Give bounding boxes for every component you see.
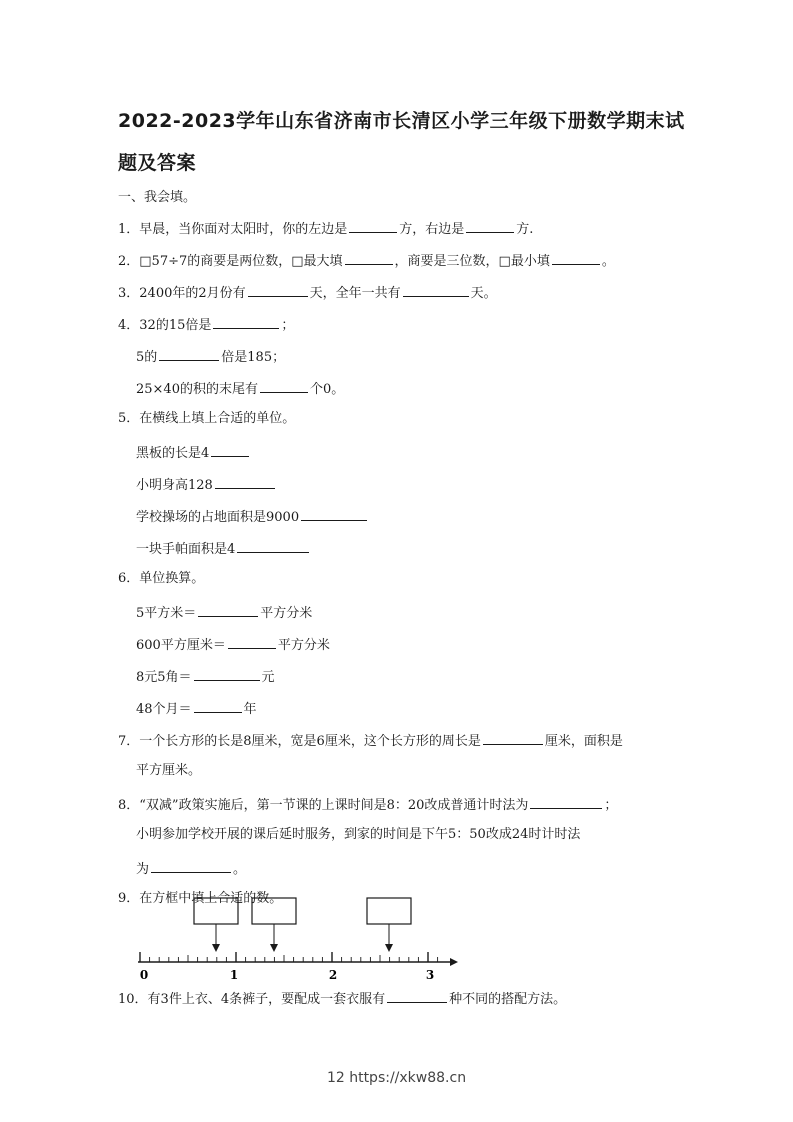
answer-blank[interactable] [349,218,397,233]
question-4-part-3: 25×40的积的末尾有 个0。 [136,378,344,399]
answer-blank[interactable] [345,250,393,265]
answer-blank[interactable] [248,282,308,297]
question-3: 3．2400年的2月份有 天，全年一共有 天。 [118,282,497,303]
question-10: 10．有3件上衣、4条裤子，要配成一套衣服有 种不同的搭配方法。 [118,988,566,1009]
answer-blank[interactable] [194,698,242,713]
answer-blank[interactable] [198,602,258,617]
arrow-head [385,944,393,952]
answer-blank[interactable] [301,506,367,521]
answer-blank[interactable] [260,378,308,393]
axis-ticks [140,952,438,962]
question-4-part-2: 5的 倍是185； [136,346,285,367]
section-heading: 一、我会填。 [118,190,197,205]
tick-label: 0 [139,968,149,982]
question-7: 7．一个长方形的长是8厘米，宽是6厘米，这个长方形的周长是 厘米，面积是 [118,730,623,751]
question-5-part-2: 小明身高128 [136,474,277,495]
question-6-part-4: 48个月＝ 年 [136,698,257,719]
question-8-part-2: 小明参加学校开展的课后延时服务，到家的时间是下午5：50改成24时计时法 [136,827,581,842]
answer-blank[interactable] [213,314,279,329]
question-1: 1．早晨，当你面对太阳时，你的左边是 方，右边是 方. [118,218,533,239]
answer-blank[interactable] [530,794,602,809]
number-line-diagram [132,890,462,985]
tick-label: 1 [229,968,239,982]
answer-blank[interactable] [387,988,447,1003]
question-5-part-4: 一块手帕面积是4 [136,538,311,559]
answer-blank[interactable] [151,858,231,873]
question-4: 4．32的15倍是 ； [118,314,294,335]
question-5-part-3: 学校操场的占地面积是9000 [136,506,369,527]
answer-blank[interactable] [466,218,514,233]
question-7-part-2: 平方厘米。 [136,763,202,778]
answer-box[interactable] [367,898,411,924]
answer-blank[interactable] [403,282,469,297]
tick-label: 3 [425,968,435,982]
question-6: 6．单位换算。 [118,571,205,586]
question-5-part-1: 黑板的长是4 [136,442,251,463]
answer-blank[interactable] [552,250,600,265]
question-5: 5．在横线上填上合适的单位。 [118,411,296,426]
page-footer: 12 https://xkw88.cn [326,1070,467,1086]
question-8-part-3: 为 。 [136,858,246,879]
question-6-part-1: 5平方米＝ 平方分米 [136,602,312,623]
question-6-part-3: 8元5角＝ 元 [136,666,275,687]
answer-blank[interactable] [483,730,543,745]
answer-blank[interactable] [228,634,276,649]
answer-blank[interactable] [159,346,219,361]
question-9: 9．在方框中填上合适的数。 [118,891,283,906]
answer-blank[interactable] [211,442,249,457]
question-8: 8．“双减”政策实施后，第一节课的上课时间是8：20改成普通计时法为 ； [118,794,617,815]
answer-blank[interactable] [194,666,260,681]
arrow-head [212,944,220,952]
question-6-part-2: 600平方厘米＝ 平方分米 [136,634,330,655]
axis-arrow-icon [450,958,458,966]
page-title: 2022-2023学年山东省济南市长清区小学三年级下册数学期末试题及答案 [118,110,685,174]
answer-blank[interactable] [237,538,309,553]
answer-blank[interactable] [215,474,275,489]
question-2: 2．□57÷7的商要是两位数，□最大填 ，商要是三位数，□最小填 。 [118,250,615,271]
answer-box[interactable] [194,898,238,924]
arrow-head [270,944,278,952]
answer-box[interactable] [252,898,296,924]
tick-label: 2 [328,968,338,982]
